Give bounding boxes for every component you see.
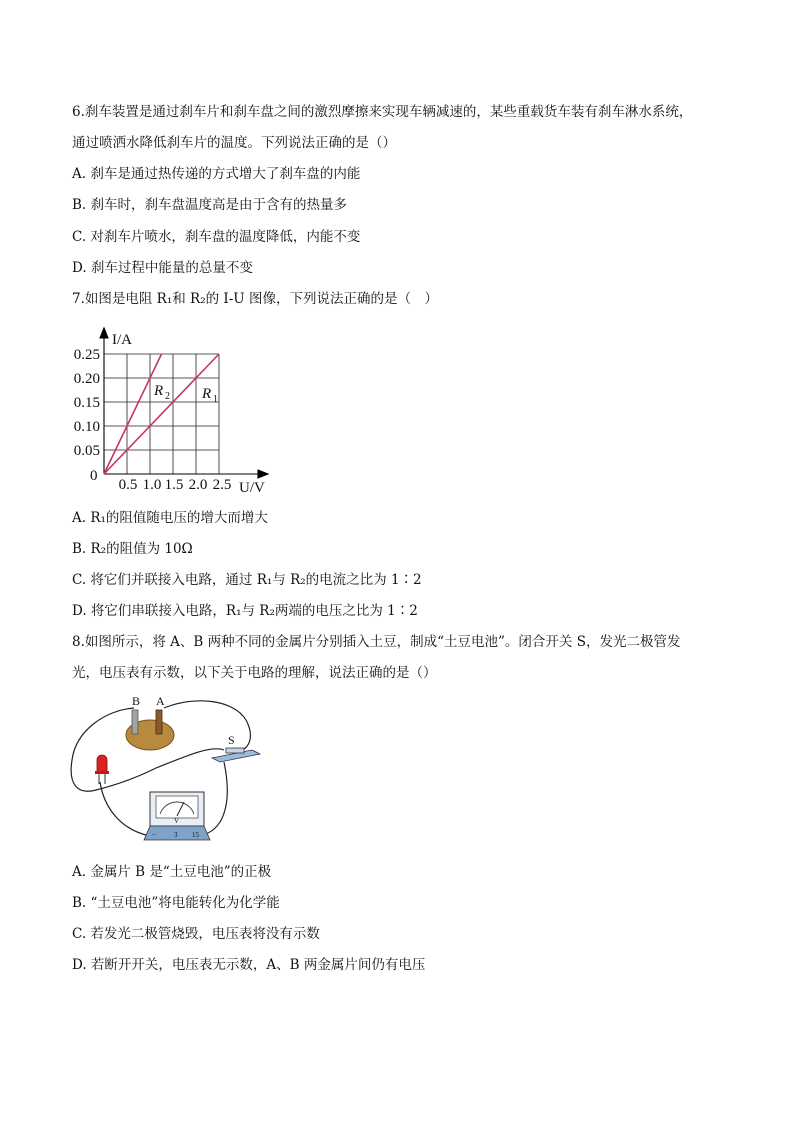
plate-a-label: A [156,694,165,708]
r2-line [104,354,162,474]
metal-plate-a-icon [156,710,162,734]
terminal-15-label: 15 [192,831,199,839]
x-tick-label: 1.5 [164,477,184,493]
x-tick-label: 1.0 [142,477,162,493]
y-tick-label: 0.05 [73,443,100,459]
terminal-minus-label: − [152,831,156,839]
x-axis-label: U/V [239,480,265,496]
y-tick-label: 0.20 [73,371,100,387]
meter-symbol: V [174,817,180,825]
potato-battery-circuit [66,690,266,852]
x-tick-label: 0.5 [118,477,138,493]
y-axis-label: I/A [112,332,132,348]
r1-line [104,354,219,474]
q8-stem-line1: 8.如图所示，将 A、B 两种不同的金属片分别插入土豆，制成“土豆电池”。闭合开关 S，发光二极管发 [72,634,681,650]
q8-option-c: C. 若发光二极管烧毁，电压表将没有示数 [72,926,320,942]
q7-option-d: D. 将它们串联接入电路，R₁与 R₂两端的电压之比为 1∶2 [72,603,418,619]
r1-label: R [202,386,212,402]
switch-icon [212,748,260,762]
q7-option-c: C. 将它们并联接入电路，通过 R₁与 R₂的电流之比为 1∶2 [72,572,422,588]
q7-stem: 7.如图是电阻 R₁和 R₂的 I-U 图像，下列说法正确的是（ ） [72,291,438,307]
q6-option-b: B. 刹车时，刹车盘温度高是由于含有的热量多 [72,197,348,213]
q8-option-b: B. “土豆电池”将电能转化为化学能 [72,895,280,911]
y-tick-label: 0.15 [73,395,100,411]
terminal-3-label: 3 [174,831,178,839]
x-axis-arrow-icon [258,470,268,478]
q8-option-a: A. 金属片 B 是“土豆电池”的正极 [72,864,272,880]
q8-option-d: D. 若断开开关，电压表无示数，A、B 两金属片间仍有电压 [72,957,426,973]
r2-label: R [154,383,164,399]
plate-b-label: B [132,694,141,708]
x-tick-label: 2.0 [188,477,208,493]
q6-stem-line2: 通过喷洒水降低刹车片的温度。下列说法正确的是（） [72,135,396,151]
y-tick-label: 0.25 [73,347,100,363]
y-axis-arrow-icon [100,328,108,338]
q7-option-b: B. R₂的阻值为 10Ω [72,541,193,557]
switch-label: S [228,733,235,747]
origin-label: 0 [90,468,98,484]
q6-option-a: A. 刹车是通过热传递的方式增大了刹车盘的内能 [72,166,361,182]
y-tick-label: 0.10 [73,419,100,435]
q6-option-c: C. 对刹车片喷水，刹车盘的温度降低，内能不变 [72,229,361,245]
led-icon [95,755,109,784]
x-tick-label: 2.5 [212,477,232,493]
r1-subscript: 1 [213,394,218,405]
q6-option-d: D. 刹车过程中能量的总量不变 [72,260,253,276]
q7-option-a: A. R₁的阻值随电压的增大而增大 [72,510,268,526]
metal-plate-b-icon [132,710,138,734]
graph-axes [100,328,268,478]
r2-subscript: 2 [165,391,170,402]
q8-stem-line2: 光，电压表有示数，以下关于电路的理解，说法正确的是（） [72,665,437,681]
iu-graph [66,320,278,496]
q6-stem-line1: 6.刹车装置是通过刹车片和刹车盘之间的激烈摩擦来实现车辆减速的，某些重载货车装有刹车淋水系统， [72,104,693,120]
